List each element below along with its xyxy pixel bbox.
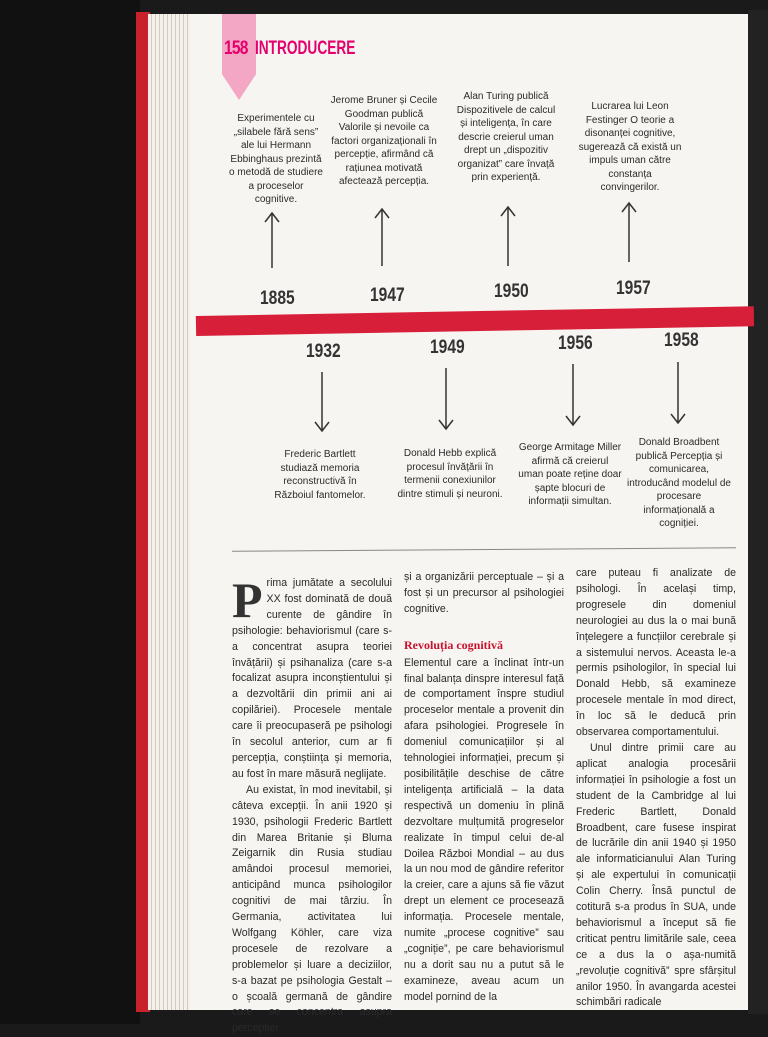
timeline-event-1947 [330,94,438,189]
timeline-event-1956 [518,441,622,509]
event-text: Jerome Bruner și Cecile Goodman publică Valorile și nevoile ca factori organizaționali în percepție, afirmând că rațiunea motivată afectează percepția. [330,95,438,187]
paragraph: și a organizării perceptuale – și a fost și un precursor al psihologiei cognitive. [404,571,564,615]
timeline-event-1958 [626,436,732,531]
page-edges [148,14,192,1010]
timeline-year-1947: 1947 [370,285,405,306]
arrow-up-icon [372,206,392,268]
timeline-event-1885 [228,112,324,207]
timeline-year-1958: 1958 [664,330,699,351]
timeline-year-1885: 1885 [260,288,295,309]
arrow-down-icon [668,360,688,426]
timeline-year-1949: 1949 [430,337,465,358]
timeline-year-1957: 1957 [616,278,651,299]
paragraph: Unul dintre primii care au aplicat analogia procesării informației în psihologie a fost un student de la Cambridge al lui Frederic Bartlett, Donald Broadbent, care fusese inspirat de lucrările din anii 1940 și 1950 ale informaticianului Alan Turing și ale expertului în comunicații Colin Cherry. Însă punctul de cotitură s-a produs în SUA, unde behaviorismul a început să fie criticat pentru limitările sale, ceea ce a dus la o așa-numită „revoluție cognitivă” spre sfârșitul anilor 1950. În avangarda acestei schimbări radicale [576,741,736,1009]
section-title: INTRODUCERE [255,38,356,59]
article-column-3 [576,566,736,1011]
arrow-up-icon [262,210,282,270]
timeline-year-1950: 1950 [494,281,529,302]
event-text: Frederic Bartlett studiază memoria reconstructivă în Războiul fantomelor. [274,449,366,501]
event-text: Alan Turing publică Dispozitivele de calcul și inteligența, în care descrie creierul uman drept un „dispozitiv organizat” care învață prin experiență. [456,91,556,183]
page-number: 158 [224,38,248,59]
paragraph: Elementul care a înclinat într-un final balanța dinspre interesul față de comportament înspre studiul proceselor mentale a provenit din afara psihologiei. Progresele în domeniul comunicațiilor și al tehnologiei informației, precum și posibilitățile deschise de către inteligența artificială – la data respectivă un domeniu în plină dezvoltare mulțumită progreselor realizate în timpul celui de-al Doilea Război Mondial – au dus la un nou mod de gândire referitor la creier, care a ajuns să fie văzut drept un element ce procesează informația. Procesele mentale, numite „procese cognitive” sau „cogniție”, pe care behaviorismul nu a dorit sau nu a putut să le examineze, aveau acum un model pornind de la [404,656,564,1003]
arrow-down-icon [436,366,456,432]
scan-shadow [748,10,768,1014]
article-column-1 [232,572,392,1037]
subheading: Revoluția cognitivă [404,637,503,652]
event-text: Donald Hebb explică procesul învățării în termenii conexiunilor dintre stimuli și neuroni. [397,448,503,500]
timeline-event-1949 [394,447,506,501]
arrow-down-icon [563,362,583,428]
timeline-year-1932: 1932 [306,341,341,362]
scan-background [0,0,140,1024]
drop-cap: P [232,572,263,628]
timeline-event-1932 [272,448,368,502]
arrow-up-icon [619,200,639,264]
timeline-event-1957 [578,100,682,195]
arrow-up-icon [498,204,518,268]
paragraph: care puteau fi analizate de psihologi. În același timp, progresele din domeniul neurologiei au dus la o mai bună înțelegere a funcțiilor cerebrale și a sistemului nervos. Aceasta le-a permis psihologilor, în special lui Donald Hebb, să examineze procesele mentale în mod direct, în loc să le deducă prin observarea comportamentului. [576,567,736,739]
timeline-event-1950 [456,90,556,185]
event-text: Lucrarea lui Leon Festinger O teorie a disonanței cognitive, sugerează că există un impuls uman către constanța convingerilor. [578,101,682,193]
event-text: Donald Broadbent publică Percepția și comunicarea, introducând modelul de procesare informațională a cogniției. [627,437,731,529]
paragraph: Prima jumătate a secolului XX fost dominată de două curente de gândire în psihologie: behaviorismul (care s-a concentrat asupra teoriei învățării) și psihanaliza (care s-a focalizat asupra inconștientului și a dezvoltării din primii ani ai copilăriei). Procesele mentale care îi preocupaseră pe psihologi în secolul anterior, cum ar fi percepția, conștiința și memoria, au fost în mare măsură neglijate. [232,572,392,780]
event-text: Experimentele cu „silabele fără sens” ale lui Hermann Ebbinghaus prezintă o metodă de studiere a proceselor cognitive. [229,113,323,205]
timeline-year-1956: 1956 [558,333,593,354]
arrow-down-icon [312,370,332,434]
article-column-2 [404,570,564,1006]
paragraph: Au existat, în mod inevitabil, și câteva excepții. În anii 1920 și 1930, psihologii Frederic Bartlett din Marea Britanie și Bluma Zeigarnik din Rusia studiau amândoi procesul memoriei, anticipând munca psihologilor cognitivi de mai târziu. În Germania, activitatea lui Wolfgang Köhler, care viza procesele de rezolvare a problemelor și luare a deciziilor, s-a bazat pe psihologia Gestalt – o școală germană de gândire care se concentra asupra percepției [232,783,392,1035]
event-text: George Armitage Miller afirmă că creierul uman poate reține doar șapte blocuri de informații simultan. [518,442,622,507]
